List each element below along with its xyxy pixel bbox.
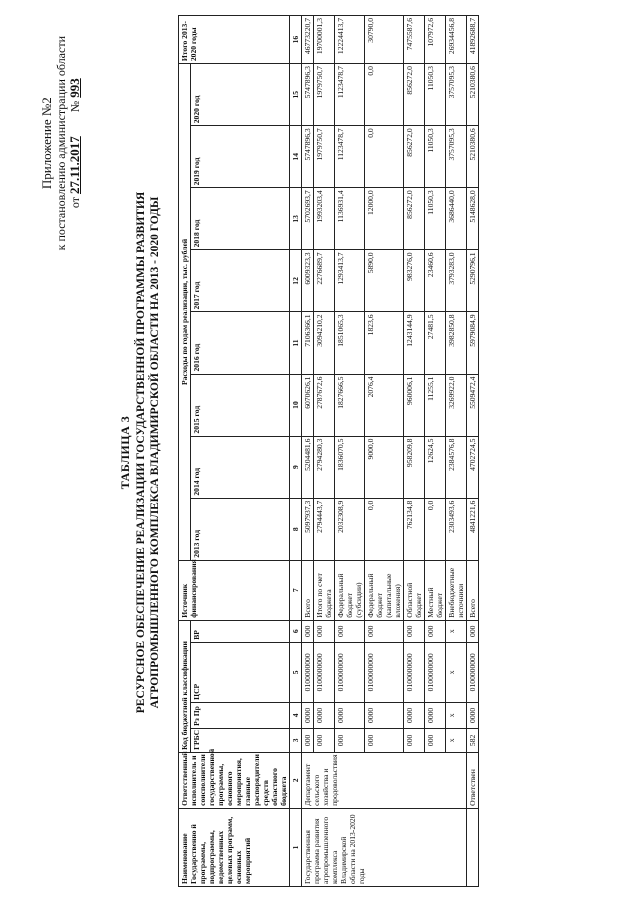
source-cell: Всего [302, 560, 314, 620]
vr-cell: 000 [467, 620, 479, 642]
value-cell: 3757095,3 [446, 126, 467, 188]
total-cell: 46773220,7 [302, 16, 314, 64]
csr-cell: 0100000000 [365, 642, 404, 702]
value-cell: 1293413,7 [335, 250, 365, 312]
rzpr-cell: 0000 [467, 702, 479, 728]
value-cell: 4702724,5 [467, 436, 479, 498]
column-number: 10 [290, 374, 302, 436]
header-rzpr: Рз Пр [191, 702, 290, 728]
total-cell: 7475587,6 [404, 16, 425, 64]
source-cell: Всего [467, 560, 479, 620]
column-number: 15 [290, 64, 302, 126]
value-cell: 3686440,0 [446, 188, 467, 250]
value-cell: 11050,3 [425, 64, 446, 126]
value-cell: 2303493,6 [446, 498, 467, 560]
header-expenses: Расходы по годам реализации, тыс. рублей [179, 64, 191, 561]
value-cell: 0,0 [425, 498, 446, 560]
value-cell: 11255,1 [425, 374, 446, 436]
document-title [134, 0, 162, 905]
column-number: 12 [290, 250, 302, 312]
value-cell: 5509472,4 [467, 374, 479, 436]
value-cell: 4841221,6 [467, 498, 479, 560]
value-cell: 1123478,7 [335, 64, 365, 126]
header-name: Наименование Государственно й программы, подпрограммы, ведомственных целевых программ, основных мероприятий [179, 808, 290, 886]
value-cell: 1823,6 [365, 312, 404, 374]
value-cell: 3269922,0 [446, 374, 467, 436]
value-cell: 5148628,0 [467, 188, 479, 250]
header-row-1 [179, 16, 191, 887]
header-year: 2016 год [191, 312, 290, 374]
value-cell: 5204481,6 [302, 436, 314, 498]
value-cell: 1827666,5 [335, 374, 365, 436]
value-cell: 1243144,9 [404, 312, 425, 374]
column-number-row [290, 16, 302, 887]
value-cell: 5890,0 [365, 250, 404, 312]
value-cell: 5702693,7 [302, 188, 314, 250]
value-cell: 2076,4 [365, 374, 404, 436]
rzpr-cell: 0000 [314, 702, 335, 728]
vr-cell: x [446, 620, 467, 642]
value-cell: 1979750,7 [314, 126, 335, 188]
vr-cell: 000 [302, 620, 314, 642]
program-name-cell [467, 808, 479, 886]
appendix-resolution: к постановлению администрации области [54, 36, 68, 251]
rzpr-cell: 0000 [404, 702, 425, 728]
vr-cell: 000 [314, 620, 335, 642]
rzpr-cell: 0000 [335, 702, 365, 728]
vr-cell: 000 [425, 620, 446, 642]
column-number: 4 [290, 702, 302, 728]
value-cell: 2794443,7 [314, 498, 335, 560]
value-cell: 0,0 [365, 126, 404, 188]
value-cell: 27481,5 [425, 312, 446, 374]
value-cell: 856272,0 [404, 64, 425, 126]
value-cell: 5979084,9 [467, 312, 479, 374]
header-year: 2017 год [191, 250, 290, 312]
header-responsible: Ответственный исполнитель и соисполнители государственной программы, основного мероприятия, главные распорядители средств областного бюджета [179, 752, 290, 808]
resolution-date: 27.11.2017 [67, 136, 82, 195]
grbs-cell: 000 [302, 728, 314, 752]
value-cell: 762134,8 [404, 498, 425, 560]
grbs-cell: 000 [365, 728, 404, 752]
vr-cell: 000 [365, 620, 404, 642]
value-cell: 960006,1 [404, 374, 425, 436]
value-cell: 2384576,8 [446, 436, 467, 498]
table-row [302, 16, 314, 887]
value-cell: 12624,5 [425, 436, 446, 498]
value-cell: 1836070,5 [335, 436, 365, 498]
csr-cell: 0100000000 [335, 642, 365, 702]
csr-cell: 0100000000 [425, 642, 446, 702]
column-number: 3 [290, 728, 302, 752]
value-cell: 1136931,4 [335, 188, 365, 250]
value-cell: 856272,0 [404, 126, 425, 188]
table-row [467, 16, 479, 887]
value-cell: 5747896,3 [302, 64, 314, 126]
header-vr: ВР [191, 620, 290, 642]
source-cell: Внебюджетные источники [446, 560, 467, 620]
grbs-cell: 000 [335, 728, 365, 752]
csr-cell: 0100000000 [404, 642, 425, 702]
number-prefix: № [68, 100, 82, 113]
value-cell: 983276,0 [404, 250, 425, 312]
value-cell: 2787672,6 [314, 374, 335, 436]
appendix-title: Приложение №2 [39, 97, 54, 190]
value-cell: 3094210,2 [314, 312, 335, 374]
table-label: ТАБЛИЦА 3 [118, 415, 132, 490]
source-cell: Местный бюджет [425, 560, 446, 620]
value-cell: 856272,0 [404, 188, 425, 250]
column-number: 14 [290, 126, 302, 188]
value-cell: 6009323,3 [302, 250, 314, 312]
value-cell: 6070626,1 [302, 374, 314, 436]
value-cell: 2794280,3 [314, 436, 335, 498]
header-csr: ЦСР [191, 642, 290, 702]
source-cell: Федеральный бюджет (капитальные вложения) [365, 560, 404, 620]
value-cell: 5210380,6 [467, 126, 479, 188]
header-year: 2013 год [191, 498, 290, 560]
program-name-cell: Государственная программа развития агропромышленного комплекса Владимирской области на 2013-2020 годы [302, 808, 467, 886]
column-number: 11 [290, 312, 302, 374]
value-cell: 5747896,3 [302, 126, 314, 188]
header-year: 2014 год [191, 436, 290, 498]
value-cell: 23460,6 [425, 250, 446, 312]
resource-table [178, 15, 479, 887]
value-cell: 12000,0 [365, 188, 404, 250]
csr-cell: x [446, 642, 467, 702]
header-budget-code: Код бюджетной классификации [179, 620, 191, 752]
column-number: 8 [290, 498, 302, 560]
rzpr-cell: 0000 [365, 702, 404, 728]
value-cell: 2276689,7 [314, 250, 335, 312]
header-year: 2020 год [191, 64, 290, 126]
column-number: 1 [290, 808, 302, 886]
title-line-1: РЕСУРСНОЕ ОБЕСПЕЧЕНИЕ РЕАЛИЗАЦИИ ГОСУДАРСТВЕННОЙ ПРОГРАММЫ РАЗВИТИЯ [135, 191, 147, 714]
grbs-cell: 000 [425, 728, 446, 752]
total-cell: 41892688,7 [467, 16, 479, 64]
value-cell: 0,0 [365, 64, 404, 126]
appendix-block [40, 36, 82, 250]
value-cell: 0,0 [365, 498, 404, 560]
column-number: 2 [290, 752, 302, 808]
value-cell: 2032308,9 [335, 498, 365, 560]
value-cell: 1851065,3 [335, 312, 365, 374]
total-cell: 26934456,8 [446, 16, 467, 64]
total-cell: 107972,6 [425, 16, 446, 64]
value-cell: 3793283,0 [446, 250, 467, 312]
header-year: 2018 год [191, 188, 290, 250]
column-number: 13 [290, 188, 302, 250]
header-year: 2019 год [191, 126, 290, 188]
value-cell: 5290796,1 [467, 250, 479, 312]
csr-cell: 0100000000 [314, 642, 335, 702]
value-cell: 1123478,7 [335, 126, 365, 188]
total-cell: 19700001,3 [314, 16, 335, 64]
value-cell: 1993203,4 [314, 188, 335, 250]
column-number: 7 [290, 560, 302, 620]
source-cell: Итого по счет бюджета [314, 560, 335, 620]
header-source: Источник финансирования [179, 560, 290, 620]
title-line-2: АГРОПРОМЫШЛЕННОГО КОМПЛЕКСА ВЛАДИМИРСКОЙ ОБЛАСТИ НА 2013 - 2020 ГОДЫ [149, 196, 161, 709]
value-cell: 5210380,6 [467, 64, 479, 126]
value-cell: 1979750,7 [314, 64, 335, 126]
value-cell: 958209,8 [404, 436, 425, 498]
header-total: Итого 2013-2020 годы [179, 16, 290, 64]
header-grbs: ГРБС [191, 728, 290, 752]
rzpr-cell: x [446, 702, 467, 728]
source-cell: Областной бюджет [404, 560, 425, 620]
grbs-cell: x [446, 728, 467, 752]
header-year: 2015 год [191, 374, 290, 436]
total-cell: 12224413,7 [335, 16, 365, 64]
column-number: 5 [290, 642, 302, 702]
source-cell: Федеральный бюджет (субсидии) [335, 560, 365, 620]
resolution-number: 993 [67, 78, 82, 98]
csr-cell: 0100000000 [467, 642, 479, 702]
rzpr-cell: 0000 [302, 702, 314, 728]
column-number: 9 [290, 436, 302, 498]
grbs-cell: 582 [467, 728, 479, 752]
value-cell: 11050,3 [425, 188, 446, 250]
grbs-cell: 000 [404, 728, 425, 752]
date-prefix: от [68, 197, 82, 209]
grbs-cell: 000 [314, 728, 335, 752]
value-cell: 11050,3 [425, 126, 446, 188]
value-cell: 9000,0 [365, 436, 404, 498]
column-number: 6 [290, 620, 302, 642]
csr-cell: 0100000000 [302, 642, 314, 702]
value-cell: 3982850,8 [446, 312, 467, 374]
value-cell: 7106366,1 [302, 312, 314, 374]
responsible-cell: Ответствен [467, 752, 479, 808]
value-cell: 5097937,3 [302, 498, 314, 560]
appendix-date-line [68, 36, 82, 250]
rzpr-cell: 0000 [425, 702, 446, 728]
column-number: 16 [290, 16, 302, 64]
vr-cell: 000 [335, 620, 365, 642]
responsible-cell: Департамент сельского хозяйства и продовольствия [302, 752, 467, 808]
value-cell: 3757095,3 [446, 64, 467, 126]
total-cell: 30790,0 [365, 16, 404, 64]
vr-cell: 000 [404, 620, 425, 642]
